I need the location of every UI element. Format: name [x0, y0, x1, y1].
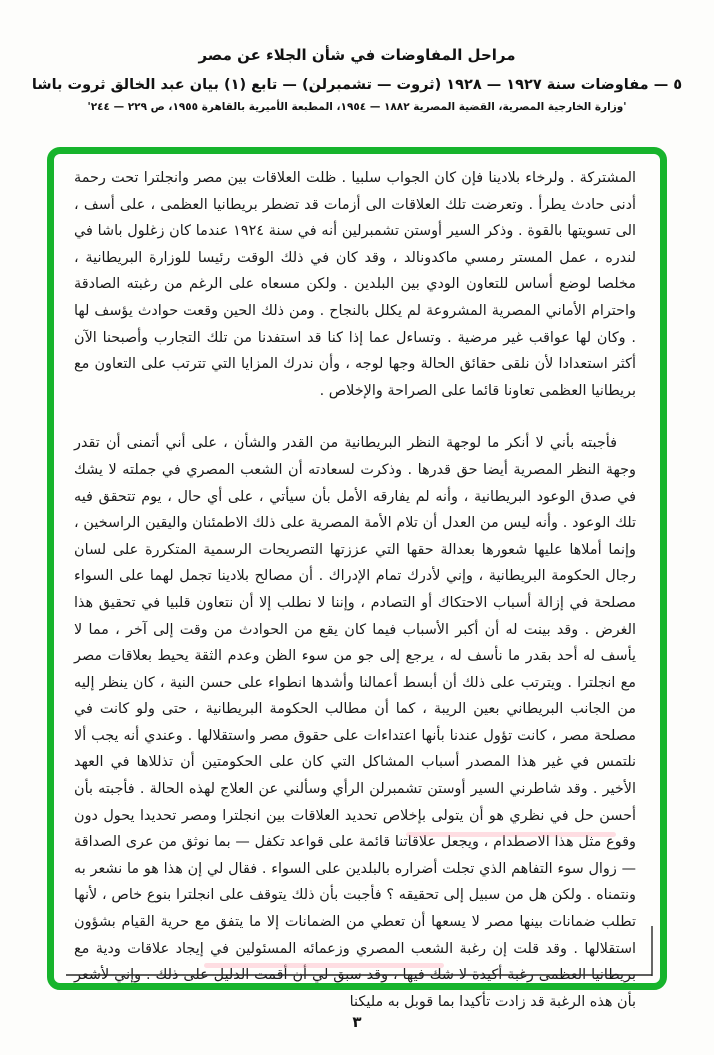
page-footer: [0, 1012, 714, 1031]
green-highlight-box: [47, 147, 667, 1010]
scan-frame-line-right: [651, 926, 653, 976]
document-subtitle: ٥ — مفاوضات سنة ١٩٢٧ — ١٩٢٨ (ثروت — تشمبرلن) — تابع (١) بيان عبد الخالق ثروت باشا: [31, 77, 683, 93]
scan-frame-line-bottom: [66, 974, 652, 976]
scan-artifact: [406, 832, 616, 837]
body-paragraph-1: المشتركة . ولرخاء بلادينا فإن كان الجواب سلبيا . ظلت العلاقات بين مصر وانجلترا تحت رحمة أدنى حادث يطرأ . وتعرضت تلك العلاقات الى أزمات قد تضطر بريطانيا العظمى ، على أسف ، الى تسويتها بالقوة . وذكر السير أوستن تشمبرلين أنه في سنة ١٩٢٤ عندما كان زغلول باشا في لندره ، عمل المستر رمسي ماكدونالد ، وقد كان في ذلك الوقت رئيسا للوزارة البريطانية ، مخلصا لوضع أساس للتعاون الودي بين البلدين . ولكن مسعاه على الرغم من رغبته الصادقة واحترام الأماني المصرية المشروعة لم يكلل بالنجاح . ومن ذلك الحين وقعت حوادث يؤسف لها . وكان لها عواقب غير مرضية . وتساءل عما إذا كنا قد استفدنا من تلك التجارب وأصبحنا الآن أكثر استعدادا لأن نلقى حقائق الحالة وجها لوجه ، وأن ندرك المزايا التي تترتب على التعاون مع بريطانيا العظمى تعاونا قائما على الصراحة والإخلاص .: [74, 170, 636, 399]
page-number: ٣: [352, 1013, 362, 1031]
document-source-citation: 'وزارة الخارجية المصرية، القضية المصرية ١٨٨٢ — ١٩٥٤، المطبعة الأميرية بالقاهرة ١٩٥٥، ص ٢٢٩ — ٢٤٤': [87, 101, 627, 113]
page-header: [0, 0, 714, 114]
body-paragraph-2: فأجبته بأني لا أنكر ما لوجهة النظر البريطانية من القدر والشأن ، على أني أتمنى أن تقدر وجهة النظر المصرية أيضا حق قدرها . وذكرت لسعادته أن الشعب المصري في جملته لا يشك في صدق الوعود البريطانية ، وأنه لم يفارقه الأمل بأن سيأتي ، على أي حال ، يوم تتحقق فيه تلك الوعود . وأنه ليس من العدل أن تلام الأمة المصرية على ذلك الاطمئنان واليقين الراسخين ، وإنما أملاها عليها شعورها بعدالة حقها التي عززتها التصريحات الرسمية المتكررة على لسان رجال الحكومة البريطانية ، وإني لأدرك تمام الإدراك . أن مصالح بلادينا تجمل لهما على السواء مصلحة في إزالة أسباب الاحتكاك أو التصادم ، وإننا لا نطلب إلا أن نتعاون قلبيا في تحقيق هذا الغرض . وقد بينت له أن أكبر الأسباب فيما كان يقع من الحوادث من وقت إلى آخر ، مما لا يأسف له أحد بقدر ما نأسف له ، يرجع إلى جو من سوء الظن وعدم الثقة يحيط بعلاقات مصر مع انجلترا . ويترتب على ذلك أن أبسط أعمالنا وأشدها انطواء على حسن النية ، كان ينظر إليه من الجانب البريطاني بعين الريبة ، كما أن مطالب الحكومة البريطانية ، حتى ولو كانت في مصلحة مصر ، كانت تؤول عندنا بأنها اعتداءات على حقوق مصر واستقلالها . وعندي أنه يجب ألا نلتمس في غير هذا المصدر أسباب المشاكل التي كان على الحكومتين أن تذللاها في العهد الأخير . وقد شاطرني السير أوستن تشمبرلن الرأي وسألني عن العلاج لهذه الحالة . فأجبته بأن أحسن حل في نظري هو أن يتولى بإخلاص تحديد العلاقات بين انجلترا ومصر تحديدا يحول دون وقوع مثل هذا الاصطدام ، ويجعل علاقاتنا قائمة على قواعد تكفل — بما نوثق من عرى الصداقة — زوال سوء التفاهم الذي تجلت أضراره بالبلدين على السواء . فقال لي إن هذا هو ما نشعر به ونتمناه . ولكن هل من سبيل إلى تحقيقه ؟ فأجبت بأن ذلك يتوقف على انجلترا بنوع خاص ، لأنها تطلب ضمانات بينها مصر لا يسعها أن تعطي من الضمانات إلا ما يتفق مع حرية القيام بشؤون استقلالها . وقد قلت إن رغبة الشعب المصري وزعمائه المسئولين في إيجاد علاقات ودية مع بريطانيا العظمى رغبة أكيدة لا شك فيها ، وقد سبق لي أن أقمت الدليل على ذلك . وإني لأشعر بأن هذه الرغبة قد زادت تأكيدا بما قوبل به مليكنا: [74, 435, 636, 1010]
document-title: مراحل المفاوضات في شأن الجلاء عن مصر: [198, 46, 516, 64]
scan-artifact: [204, 963, 444, 968]
